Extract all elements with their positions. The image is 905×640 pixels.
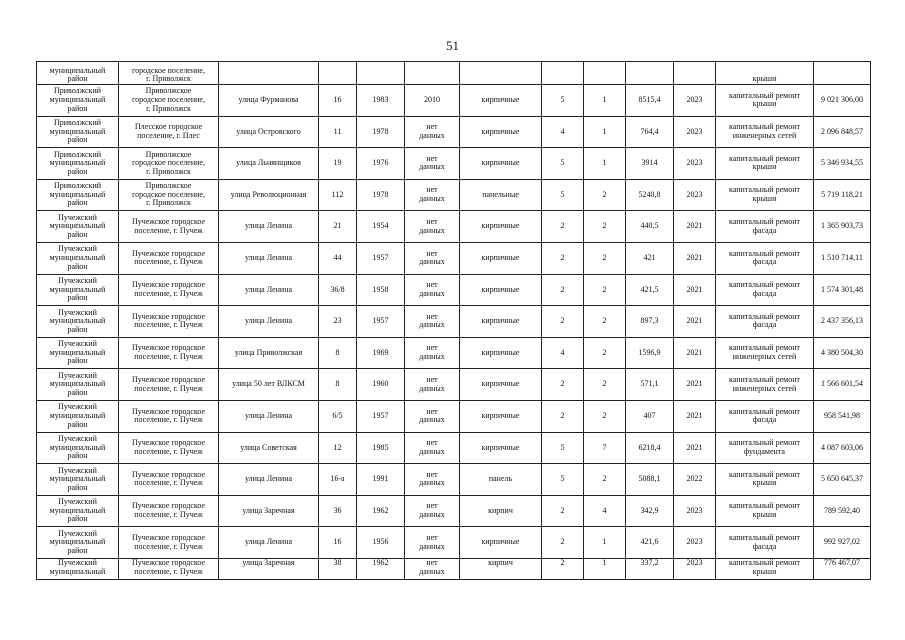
cell-street: улица Советская [219,432,319,464]
cell-district: Пучежский муниципальный район [37,400,119,432]
cell-build-year: 1954 [357,211,405,243]
cell-settlement: Пучежское городское поселение, г. Пучеж [119,464,219,496]
cell-street: улица Заречная [219,495,319,527]
cell-street: улица Ленина [219,527,319,559]
cell-entrances: 4 [584,495,626,527]
cell-reconstruction-year: нет данных [405,148,460,180]
cell-cost: 4 087 603,06 [814,432,871,464]
cell-district: Приволжский муниципальный район [37,179,119,211]
cell-build-year: 1978 [357,116,405,148]
table-row [37,116,871,148]
cell-reconstruction-year [405,62,460,85]
cell-wall-material: кирпичные [460,369,542,401]
cell-settlement: Приволжское городское поселение, г. Приволжск [119,179,219,211]
cell-house-number: 12 [319,432,357,464]
cell-house-number: 11 [319,116,357,148]
cell-settlement: Пучежское городское поселение, г. Пучеж [119,306,219,338]
cell-wall-material: кирпичные [460,337,542,369]
cell-plan-year: 2021 [674,337,716,369]
cell-area: 421,5 [626,274,674,306]
cell-wall-material: кирпич [460,495,542,527]
cell-floors: 2 [542,211,584,243]
cell-reconstruction-year: нет данных [405,558,460,579]
cell-area: 1596,9 [626,337,674,369]
cell-street: улица Заречная [219,558,319,579]
cell-build-year: 1976 [357,148,405,180]
cell-district: муниципальный район [37,62,119,85]
cell-district: Пучежский муниципальный район [37,274,119,306]
cell-area: 5088,1 [626,464,674,496]
cell-street: улица Приволжская [219,337,319,369]
cell-floors: 2 [542,527,584,559]
cell-repair-type: крыши [716,62,814,85]
cell-floors: 5 [542,148,584,180]
table-row [37,432,871,464]
cell-street: улица 50 лет ВЛКСМ [219,369,319,401]
table-row [37,306,871,338]
cell-district: Приволжский муниципальный район [37,85,119,117]
cell-house-number: 38 [319,558,357,579]
cell-district: Пучежский муниципальный район [37,306,119,338]
cell-repair-type: капитальный ремонт крыши [716,558,814,579]
cell-street: улица Льнянщиков [219,148,319,180]
cell-floors: 2 [542,274,584,306]
cell-street: улица Революционная [219,179,319,211]
cell-street: улица Ленина [219,464,319,496]
cell-build-year: 1960 [357,369,405,401]
cell-floors: 2 [542,306,584,338]
cell-house-number: 16 [319,527,357,559]
cell-area: 440,5 [626,211,674,243]
table-row [37,148,871,180]
cell-district: Пучежский муниципальный район [37,495,119,527]
cell-build-year: 1957 [357,400,405,432]
cell-plan-year: 2021 [674,306,716,338]
cell-entrances: 2 [584,369,626,401]
cell-house-number: 8 [319,337,357,369]
cell-reconstruction-year: нет данных [405,211,460,243]
cell-wall-material: кирпичные [460,527,542,559]
cell-street: улица Ленина [219,274,319,306]
cell-reconstruction-year: нет данных [405,527,460,559]
cell-area [626,62,674,85]
cell-settlement: Приволжское городское поселение, г. Приволжск [119,148,219,180]
table-row [37,242,871,274]
cell-area: 764,4 [626,116,674,148]
cell-area: 5240,8 [626,179,674,211]
cell-floors: 4 [542,116,584,148]
table-row [37,274,871,306]
cell-house-number: 44 [319,242,357,274]
cell-cost: 5 346 934,55 [814,148,871,180]
cell-floors: 2 [542,369,584,401]
table-row [37,527,871,559]
cell-settlement: Приволжское городское поселение, г. Приволжск [119,85,219,117]
cell-entrances: 2 [584,242,626,274]
cell-reconstruction-year: нет данных [405,432,460,464]
cell-entrances: 1 [584,558,626,579]
cell-wall-material: кирпичные [460,85,542,117]
cell-area: 421,6 [626,527,674,559]
cell-reconstruction-year: нет данных [405,464,460,496]
cell-repair-type: капитальный ремонт фундамента [716,432,814,464]
cell-district: Пучежский муниципальный район [37,369,119,401]
table-body [37,62,871,580]
cell-floors [542,62,584,85]
cell-street [219,62,319,85]
cell-plan-year: 2021 [674,369,716,401]
cell-district: Пучежский муниципальный район [37,337,119,369]
cell-repair-type: капитальный ремонт инженерных сетей [716,116,814,148]
cell-cost: 789 592,40 [814,495,871,527]
cell-floors: 5 [542,179,584,211]
cell-repair-type: капитальный ремонт крыши [716,148,814,180]
cell-district: Приволжский муниципальный район [37,148,119,180]
cell-entrances: 2 [584,306,626,338]
cell-wall-material: панельные [460,179,542,211]
cell-cost [814,62,871,85]
table-row [37,211,871,243]
cell-repair-type: капитальный ремонт фасада [716,527,814,559]
cell-reconstruction-year: 2010 [405,85,460,117]
table-row [37,62,871,85]
cell-repair-type: капитальный ремонт фасада [716,242,814,274]
cell-settlement: Пучежское городское поселение, г. Пучеж [119,242,219,274]
table-row [37,179,871,211]
cell-floors: 2 [542,400,584,432]
cell-street: улица Островского [219,116,319,148]
cell-house-number: 16 [319,85,357,117]
cell-house-number: 112 [319,179,357,211]
cell-wall-material: кирпичные [460,242,542,274]
cell-plan-year: 2023 [674,148,716,180]
cell-cost: 2 437 356,13 [814,306,871,338]
cell-cost: 958 541,98 [814,400,871,432]
cell-build-year: 1983 [357,85,405,117]
housing-repair-table [36,61,871,580]
cell-area: 897,3 [626,306,674,338]
cell-plan-year: 2023 [674,179,716,211]
cell-build-year: 1969 [357,337,405,369]
cell-wall-material: кирпичные [460,306,542,338]
cell-cost: 992 927,02 [814,527,871,559]
cell-house-number: 21 [319,211,357,243]
cell-plan-year: 2021 [674,211,716,243]
cell-build-year: 1956 [357,527,405,559]
cell-build-year: 1962 [357,495,405,527]
cell-house-number: 23 [319,306,357,338]
cell-entrances: 7 [584,432,626,464]
cell-settlement: Пучежское городское поселение, г. Пучеж [119,274,219,306]
cell-entrances: 2 [584,211,626,243]
cell-wall-material: кирпичные [460,211,542,243]
cell-entrances: 2 [584,400,626,432]
cell-entrances: 1 [584,85,626,117]
cell-entrances: 1 [584,116,626,148]
cell-cost: 1 510 714,11 [814,242,871,274]
cell-floors: 5 [542,432,584,464]
cell-house-number: 19 [319,148,357,180]
cell-wall-material: кирпичные [460,274,542,306]
cell-street: улица Фурманова [219,85,319,117]
cell-house-number: 8 [319,369,357,401]
cell-repair-type: капитальный ремонт инженерных сетей [716,337,814,369]
cell-repair-type: капитальный ремонт фасада [716,274,814,306]
cell-settlement: Пучежское городское поселение, г. Пучеж [119,527,219,559]
cell-plan-year [674,62,716,85]
cell-area: 342,9 [626,495,674,527]
cell-reconstruction-year: нет данных [405,116,460,148]
cell-reconstruction-year: нет данных [405,369,460,401]
table-row [37,495,871,527]
cell-build-year: 1991 [357,464,405,496]
cell-area: 407 [626,400,674,432]
cell-area: 8515,4 [626,85,674,117]
cell-reconstruction-year: нет данных [405,337,460,369]
cell-floors: 2 [542,495,584,527]
cell-district: Пучежский муниципальный район [37,527,119,559]
cell-cost: 1 574 301,48 [814,274,871,306]
cell-cost: 4 380 504,30 [814,337,871,369]
page-number: 51 [446,38,459,53]
cell-entrances [584,62,626,85]
cell-plan-year: 2023 [674,558,716,579]
cell-wall-material: кирпичные [460,148,542,180]
cell-entrances: 1 [584,527,626,559]
cell-wall-material: кирпичные [460,400,542,432]
cell-build-year: 1958 [357,274,405,306]
cell-reconstruction-year: нет данных [405,242,460,274]
cell-wall-material: кирпич [460,558,542,579]
cell-build-year: 1985 [357,432,405,464]
cell-repair-type: капитальный ремонт крыши [716,495,814,527]
cell-cost: 5 650 645,37 [814,464,871,496]
cell-street: улица Ленина [219,306,319,338]
cell-plan-year: 2021 [674,400,716,432]
cell-repair-type: капитальный ремонт крыши [716,464,814,496]
cell-settlement: Пучежское городское поселение, г. Пучеж [119,337,219,369]
table-row [37,558,871,579]
cell-area: 6218,4 [626,432,674,464]
cell-house-number: 6/5 [319,400,357,432]
cell-entrances: 2 [584,179,626,211]
cell-entrances: 2 [584,464,626,496]
cell-settlement: Пучежское городское поселение, г. Пучеж [119,369,219,401]
cell-wall-material: кирпичные [460,116,542,148]
cell-floors: 5 [542,85,584,117]
cell-street: улица Ленина [219,242,319,274]
cell-settlement: Пучежское городское поселение, г. Пучеж [119,400,219,432]
cell-repair-type: капитальный ремонт фасада [716,306,814,338]
cell-build-year: 1962 [357,558,405,579]
cell-cost: 5 719 118,21 [814,179,871,211]
cell-repair-type: капитальный ремонт крыши [716,179,814,211]
cell-district: Приволжский муниципальный район [37,116,119,148]
cell-build-year: 1978 [357,179,405,211]
cell-repair-type: капитальный ремонт фасада [716,211,814,243]
cell-house-number [319,62,357,85]
cell-street: улица Ленина [219,211,319,243]
cell-house-number: 36 [319,495,357,527]
cell-repair-type: капитальный ремонт фасада [716,400,814,432]
table-row [37,400,871,432]
cell-plan-year: 2023 [674,85,716,117]
cell-house-number: 16-а [319,464,357,496]
cell-reconstruction-year: нет данных [405,306,460,338]
table-row [37,337,871,369]
cell-district: Пучежский муниципальный район [37,432,119,464]
cell-house-number: 36/8 [319,274,357,306]
cell-cost: 9 021 306,00 [814,85,871,117]
cell-district: Пучежский муниципальный [37,558,119,579]
cell-area: 337,2 [626,558,674,579]
cell-settlement: Пучежское городское поселение, г. Пучеж [119,211,219,243]
cell-area: 571,1 [626,369,674,401]
cell-repair-type: капитальный ремонт инженерных сетей [716,369,814,401]
cell-plan-year: 2023 [674,495,716,527]
cell-reconstruction-year: нет данных [405,274,460,306]
cell-cost: 776 467,07 [814,558,871,579]
cell-settlement: Пучежское городское поселение, г. Пучеж [119,495,219,527]
cell-settlement: Пучежское городское поселение, г. Пучеж [119,558,219,579]
cell-floors: 4 [542,337,584,369]
cell-entrances: 2 [584,337,626,369]
cell-district: Пучежский муниципальный район [37,211,119,243]
cell-district: Пучежский муниципальный район [37,242,119,274]
cell-area: 3914 [626,148,674,180]
cell-build-year: 1957 [357,242,405,274]
cell-cost: 1 566 601,54 [814,369,871,401]
cell-cost: 1 365 903,73 [814,211,871,243]
cell-floors: 2 [542,242,584,274]
cell-plan-year: 2022 [674,464,716,496]
cell-reconstruction-year: нет данных [405,400,460,432]
cell-entrances: 2 [584,274,626,306]
table-row [37,464,871,496]
cell-build-year: 1957 [357,306,405,338]
cell-cost: 2 096 848,57 [814,116,871,148]
cell-plan-year: 2021 [674,274,716,306]
cell-wall-material: панель [460,464,542,496]
cell-reconstruction-year: нет данных [405,495,460,527]
cell-settlement: Плесское городское поселение, г. Плес [119,116,219,148]
cell-plan-year: 2021 [674,242,716,274]
cell-wall-material: кирпичные [460,432,542,464]
cell-plan-year: 2023 [674,527,716,559]
cell-plan-year: 2023 [674,116,716,148]
cell-reconstruction-year: нет данных [405,179,460,211]
cell-district: Пучежский муниципальный район [37,464,119,496]
cell-wall-material [460,62,542,85]
cell-repair-type: капитальный ремонт крыши [716,85,814,117]
cell-build-year [357,62,405,85]
cell-settlement: Пучежское городское поселение, г. Пучеж [119,432,219,464]
cell-plan-year: 2021 [674,432,716,464]
cell-floors: 5 [542,464,584,496]
cell-area: 421 [626,242,674,274]
table-row [37,369,871,401]
cell-settlement: городское поселение, г. Приволжск [119,62,219,85]
cell-street: улица Ленина [219,400,319,432]
table-row [37,85,871,117]
cell-floors: 2 [542,558,584,579]
cell-entrances: 1 [584,148,626,180]
